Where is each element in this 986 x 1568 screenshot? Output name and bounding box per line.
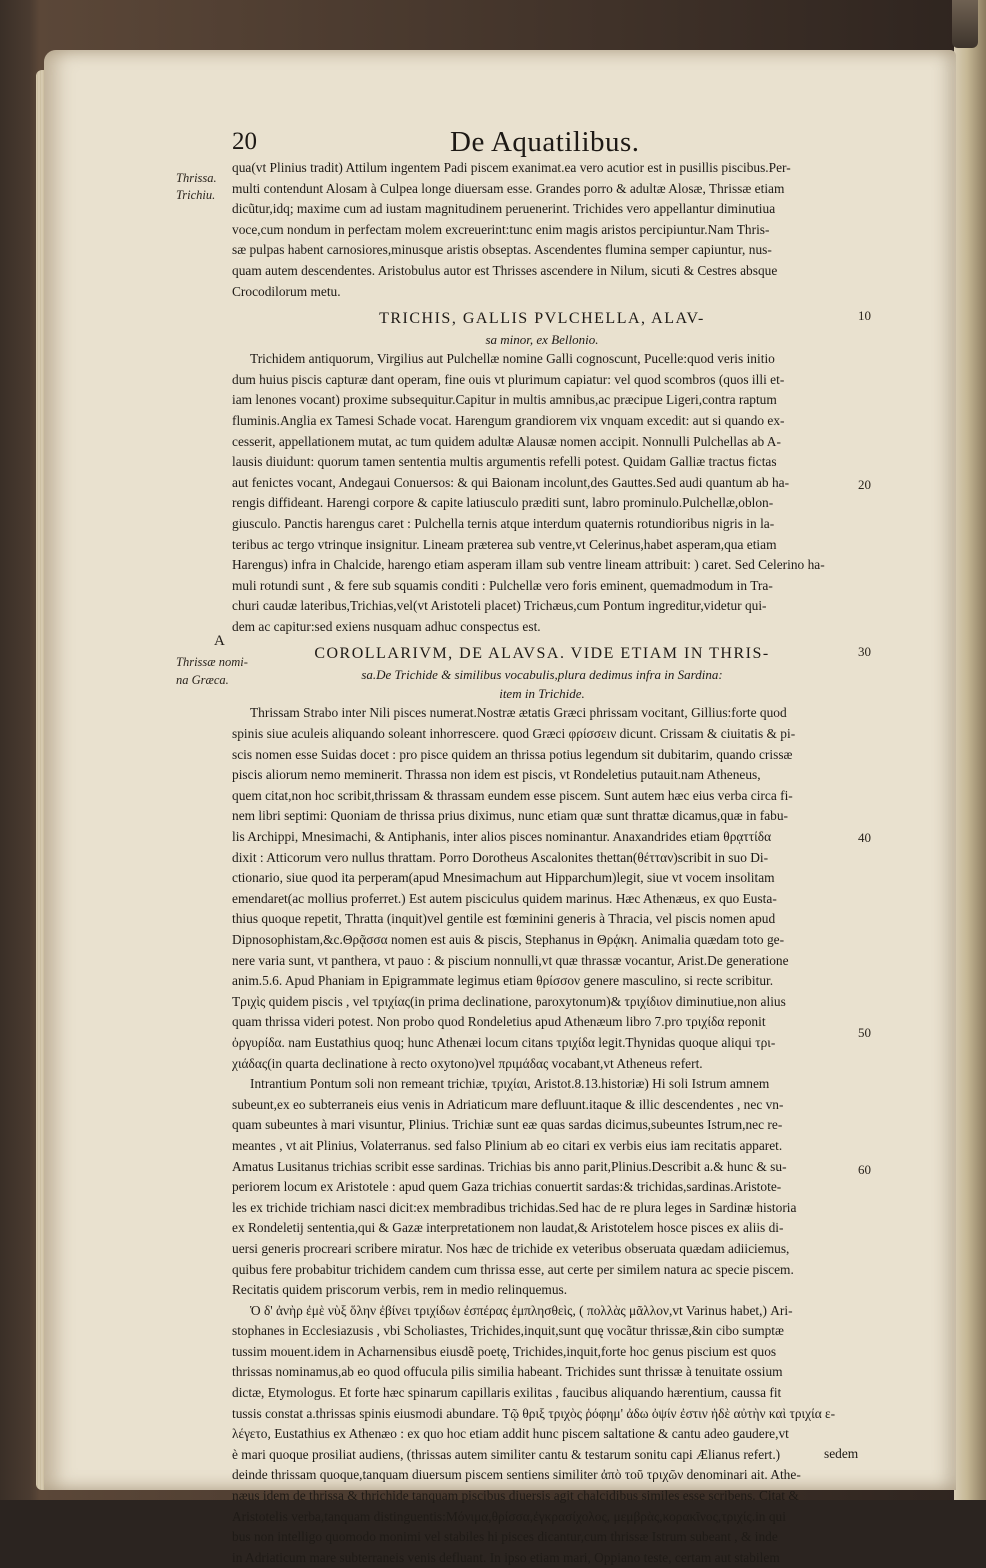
text-line: χιάδας(in quarta declinatione à recto oxytono)vel πριμάδας vocabant,vt Atheneus refert. <box>232 1055 703 1071</box>
text-line: lausis diuidunt: quorum tamen sententia multis argumentis refelli potest. Quidam Galliæ tractus fictas <box>232 454 777 470</box>
section-subheading: sa.De Trichide & similibus vocabulis,plura dedimus infra in Sardina: <box>361 667 723 683</box>
text-line: Thrissam Strabo inter Nili pisces numerat.Nostræ ætatis Græci phrissam vocitant, Gillius:forte quod <box>250 705 787 721</box>
margin-note: Trichiu. <box>176 188 216 202</box>
text-line: aut fenictes vocant, Andegaui Conuersos: & qui Baionam incolunt,des Gauttes.Sed audi quantum ab ha- <box>232 474 790 490</box>
paragraph <box>232 158 852 302</box>
line-number: 20 <box>858 477 871 492</box>
paragraph <box>232 703 852 1300</box>
text-line: stophanes in Ecclesiazusis , vbi Scholiastes, Trichides,inquit,sunt quę vocãtur thrissæ,&in cibo sumptæ <box>232 1323 784 1339</box>
text-line: piscis aliorum nemo meminerit. Thrassa non idem est piscis, vt Rondeletius putauit.nam Atheneus, <box>232 767 761 783</box>
text-line: quem citat,non hoc scribit,thrissam & thrassam eundem esse piscem. Sunt autem hæc eius verba circa fi- <box>232 787 793 803</box>
text-line: spinis siue aculeis aliquando soleant inhorrescere. quod Græci φρίσσειν dicunt. Crissam & ciuitatis & pi- <box>232 726 796 742</box>
text-line: Crocodilorum metu. <box>232 283 341 299</box>
text-line: bus non intelligo quomodo monimi vel stabiles hi pisces dicantur,cum thrissæ Istrum subeant , & inde <box>232 1529 778 1545</box>
text-line: Dipnosophistam,&c.Θρᾷσσα nomen est auis & piscis, Stephanus in Θρᾴκη. Animalia quædam toto ge- <box>232 932 785 947</box>
text-line: fluminis.Anglia ex Tamesi Schade vocat. Harengum grandiorem vix vnquam excedit: aut si quando ex- <box>232 412 785 428</box>
text-line: iam lenones vocant) proxime subsequitur.Capitur in multis amnibus,ac præcipue Ligeri,contra raptum <box>232 392 777 408</box>
margin-note: Thrissæ nomi- <box>176 655 248 669</box>
text-line: thius quoque repetit, Thratta (inquit)vel gentile est fœminini generis à Thracia, vel piscis nomen apud <box>232 911 776 927</box>
text-line: uersi generis procreari scribere miratur. Nos hæc de trichide ex veteribus obseruata quædam adiiciemus, <box>232 1240 790 1256</box>
text-line: Ὁ δ' ἀνὴρ ἐμὲ νὺξ ὅλην ἐβίνει τριχίδων ἐσπέρας ἐμπλησθεὶς, ( πολλὰς μᾶλλον,vt Varinus habet,) Ari- <box>250 1302 793 1318</box>
text-line: anim.5.6. Apud Phaniam in Epigrammate legimus etiam θρίσσον genere masculino, si recte scribitur. <box>232 973 774 989</box>
text-line: muli rotundi sunt , & fere sub squamis conditi : Pulchellæ vero foris eminent, quemadmodum in Tra- <box>232 577 773 593</box>
section-heading: COROLLARIVM, DE ALAVSA. VIDE ETIAM IN THRIS- <box>314 645 770 663</box>
text-line: Amatus Lusitanus trichias scribit esse sardinas. Trichias bis anno parit,Plinius.Describit a.& hunc & su- <box>232 1158 787 1174</box>
text-line: quam thrissa videri potest. Non probo quod Rondeletius apud Athenæum libro 7.pro τριχίδα reponit <box>232 1014 766 1030</box>
text-line: ctionario, siue quod ita perperam(apud Mnesimachum aut Hipparchum)legit, siue vt vocem insolitam <box>232 870 775 886</box>
paragraph <box>232 1301 852 1568</box>
binding-clip <box>952 0 978 48</box>
text-line: Τριχὶς quidem piscis , vel τριχίας(in prima declinatione, paroxytonum)& τριχίδιον diminutiue,non alius <box>232 993 786 1009</box>
section-letter: A <box>214 633 225 649</box>
line-number: 60 <box>858 1162 871 1177</box>
text-line: lis Archippi, Mnesimachi, & Antiphanis, inter alios pisces nominantur. Anaxandrides etiam θρᾳττίδα <box>232 829 772 845</box>
text-line: Recitatis quidem priscorum verbis, rem in medio relinquemus. <box>232 1282 568 1298</box>
text-line: dicũtur,idq; maxime cum ad iustam magnitudinem peruenerint. Trichides vero appellantur diminutiua <box>232 201 776 217</box>
page-number: 20 <box>232 128 257 155</box>
text-line: in Adriaticum mare subterraneis venis defluant. In ipso etiam mari, Oppiano teste, certam aut stabilem <box>232 1549 780 1565</box>
text-line: periorem locum ex Aristotele : apud quem Gaza trichias conuertit sardas:& trichidas,sardinas.Aristote- <box>232 1179 782 1195</box>
adjacent-page-edge <box>954 0 986 1500</box>
margin-note: na Græca. <box>176 673 229 687</box>
text-line: giusculo. Panctis harengus caret : Pulchella ternis atque interdum quaternis rotundioribus nigris in la- <box>232 515 775 531</box>
text-line: ὀργυρίδα. nam Eustathius quoq; hunc Athenæi locum citans τριχίδα legit.Thynidas quoque aliqui τρι- <box>232 1034 776 1050</box>
line-number: 40 <box>858 830 871 845</box>
text-line: sæ pulpas habent carnosiores,minusque aristis obseptas. Ascendentes flumina semper capiuntur, nus- <box>232 242 772 258</box>
text-line: dum huius piscis capturæ dant operam, fine ouis vt plurimum capiatur: vel quod scombros (quos illi et- <box>232 371 785 387</box>
text-line: meantes , vt ait Plinius, Volaterranus. sed falso Plinium ab eo citari ex verbis eius iam recitatis apparet. <box>232 1137 783 1153</box>
text-line: les ex trichide trichiam nasci dicit:ex membradibus trichidas.Sed hac de re plura leges in Sardinæ historia <box>232 1199 797 1215</box>
paragraph <box>232 349 852 637</box>
text-line: tussis constat a.thrissas spinis eiusmodi abundare. Τῷ θριξ τριχὸς ῥόφημ' ἀδω ὀψίν ἐστιν ἡδὲ αὐτὴν καὶ τριχία ε- <box>232 1405 836 1421</box>
text-line: multi contendunt Alosam à Culpea longe diuersam esse. Grandes porro & adultæ Alosæ, Thrissæ etiam <box>232 180 785 196</box>
text-line: dictæ, Etymologus. Et forte hæc spinarum capillaris exilitas , faucibus aliquando hærentium, caussa fit <box>232 1385 782 1401</box>
text-line: dixit : Atticorum vero nullus thrattam. Porro Dorotheus Ascalonites thettan(θέτταν)scribit in suo Di- <box>232 849 769 865</box>
text-line: nere varia sunt, vt panthera, vt pauo : & piscium nonnulli,vt quæ thrassæ vocantur, Arist.De generatione <box>232 952 789 968</box>
text-line: næus idem de thrissa & thrichide tanquam piscibus diuersis agit chalcidibus similes esse scribens. Citat & <box>232 1488 799 1504</box>
text-line: quibus fere probabitur trichidem candem cum thrissa esse, aut certe per similem natura ac specie piscem. <box>232 1261 794 1277</box>
text-line: deinde thrissam quoque,tanquam diuersum piscem sentiens similiter ἀπὸ τοῦ τριχῶν denominari ait. Athe- <box>232 1467 801 1483</box>
section-heading: TRICHIS, GALLIS PVLCHELLA, ALAV- <box>379 310 705 328</box>
text-line: qua(vt Plinius tradit) Attilum ingentem Padi piscem exanimat.ea vero acutior est in pusillis piscibus.Per- <box>232 160 791 175</box>
line-number: 10 <box>858 308 871 323</box>
running-title: De Aquatilibus. <box>450 126 640 158</box>
text-line: cesserit, appellationem mutat, ac tum quidem adultæ Alausæ nomen accipit. Nonnulli Pulchellas ab A- <box>232 433 781 449</box>
text-line: Trichidem antiquorum, Virgilius aut Pulchellæ nomine Galli cognoscunt, Pucelle:quod veris initio <box>250 351 775 367</box>
text-line: quam autem descendentes. Aristobulus autor est Thrisses ascendere in Nilum, sicuti & Cestres absque <box>232 262 778 278</box>
text-line: subeunt,ex eo subterraneis eius venis in Adriaticum mare defluunt.itaque & illic descendentes , nec vn- <box>232 1096 784 1112</box>
text-line: Aristotelis verba,tanquam distinguentis:Μόνιμα,θρίσσα,ἐγκρασίχολος, μεμβρὰς,κορακῖνος,τριχίς.in qui <box>232 1508 786 1524</box>
text-line: emendaret(ac mollius proferret.) Est autem pisciculus quidem marinus. Hæc Athenæus, ex quo Eusta- <box>232 890 777 906</box>
text-line: thrissas nominamus,ab eo quod offucula pilis similia habeant. Trichides sunt thrissæ à tenuitate ossium <box>232 1364 783 1380</box>
margin-note: Thrissa. <box>176 171 217 185</box>
text-line: dem ac capitur:sed exiens nusquam adhuc conspectus est. <box>232 618 541 634</box>
text-line: teribus ac tergo vtrinque insignitur. Lineam præterea sub ventre,vt Celerinus,habet asperam,qua etiam <box>232 536 777 552</box>
text-line: tussim mouent.idem in Acharnensibus eiusdẽ poetę, Trichides,inquit,forte hoc genus piscium est quos <box>232 1343 777 1359</box>
text-line: scis nomen esse Suidas docet : pro pisce quidem an thrissa potius legendum sit dubitarim, quando crissæ <box>232 746 793 762</box>
section-subheading: sa minor, ex Bellonio. <box>485 332 599 348</box>
text-line: nem libri septimi: Quoniam de thrissa prius diximus, nunc etiam quæ sunt thrattæ dicamus,quæ in fabu- <box>232 808 789 824</box>
text-line: λέγετο, Eustathius ex Athenæo : ex quo hoc etiam addit hunc piscem saltatione & cantu adeo gaudere,vt <box>232 1426 789 1442</box>
line-number: 50 <box>858 1025 871 1040</box>
text-line: Intrantium Pontum soli non remeant trichiæ, τριχίαι, Aristot.8.13.historiæ) Hi soli Istrum amnem <box>250 1076 770 1092</box>
body-text <box>232 158 852 1568</box>
text-line: Harengus) infra in Chalcide, harengo etiam asperam illam sub ventre lineam attribuit: ) caret. Sed Celerino ha- <box>232 557 825 573</box>
section-subheading: item in Trichide. <box>499 686 585 702</box>
text-line: ex Rondeletij sententia,qui & Gazæ interpretationem non laudat,& Aristotelem hosce pisces ex aliis di- <box>232 1220 784 1236</box>
text-line: churi caudæ lateribus,Trichias,vel(vt Aristoteli placet) Trichæus,cum Pontum ingreditur,videtur qui- <box>232 598 767 614</box>
text-line: voce,cum nondum in perfectam molem excreuerint:tunc enim magis aristos percipiuntur.Nam Thris- <box>232 221 770 237</box>
text-line: quam subeuntes à mari visuntur, Plinius. Trichiæ sunt eæ quas sardas dicimus,subeuntes Istrum,nec re- <box>232 1117 783 1133</box>
catchword: sedem <box>824 1446 859 1461</box>
text-line: rengis diffideant. Harengi corpore & capite latiusculo præditi sunt, labro prominulo.Pulchellæ,oblon- <box>232 495 774 511</box>
text-line: è mari quoque prosiliat audiens, (thrissas autem similiter cantu & testarum sonitu capi Ælianus refert.) <box>232 1446 781 1462</box>
line-number: 30 <box>858 644 871 659</box>
